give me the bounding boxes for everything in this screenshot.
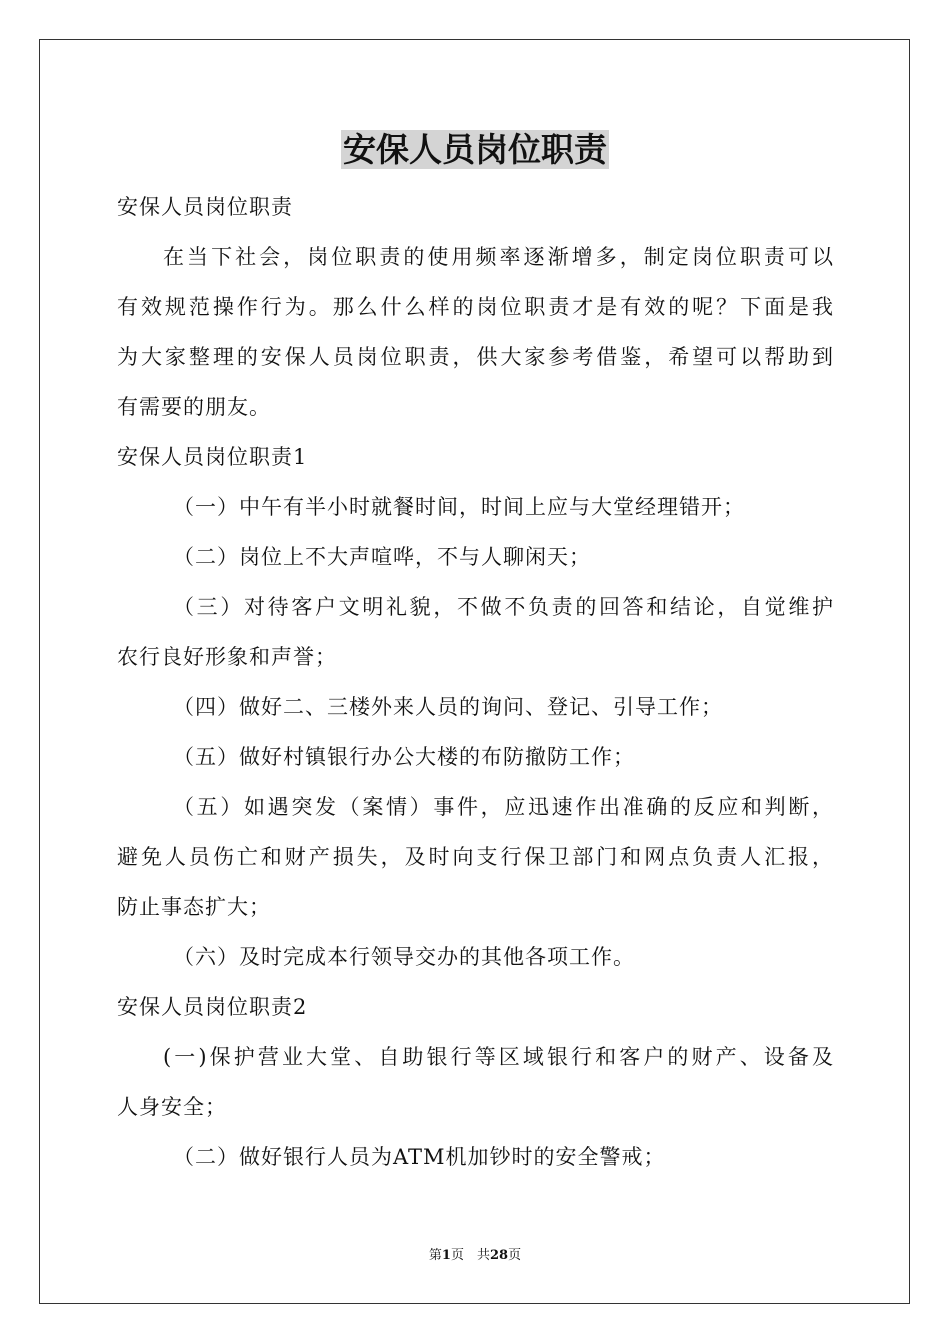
text-line: 为大家整理的安保人员岗位职责，供大家参考借鉴，希望可以帮助到 — [117, 345, 833, 369]
text-line: 防止事态扩大； — [117, 895, 271, 919]
text-line: 人身安全； — [117, 1095, 227, 1119]
text-line: （二）岗位上不大声喧哗，不与人聊闲天； — [173, 545, 591, 569]
text-line: 安保人员岗位职责1 — [117, 445, 308, 469]
text-line: 有需要的朋友。 — [117, 395, 271, 419]
document-text — [117, 182, 833, 1182]
footer-page-mid: 页 共 — [450, 1248, 490, 1263]
footer-page-prefix: 第 — [428, 1248, 442, 1263]
document-title — [117, 124, 833, 176]
text-line: 有效规范操作行为。那么什么样的岗位职责才是有效的呢？下面是我 — [117, 295, 833, 319]
text-line: （四）做好二、三楼外来人员的询问、登记、引导工作； — [173, 695, 723, 719]
text-line: 安保人员岗位职责 — [117, 195, 293, 219]
document-title-text: 安保人员岗位职责 — [343, 130, 607, 169]
text-line: （一）中午有半小时就餐时间，时间上应与大堂经理错开； — [173, 495, 745, 519]
text-line: 避免人员伤亡和财产损失，及时向支行保卫部门和网点负责人汇报， — [117, 845, 833, 869]
text-line: （六）及时完成本行领导交办的其他各项工作。 — [173, 945, 635, 969]
text-line: （三）对待客户文明礼貌，不做不负责的回答和结论，自觉维护 — [173, 595, 833, 619]
page-footer — [0, 1247, 950, 1265]
text-line: （五）如遇突发（案情）事件，应迅速作出准确的反应和判断， — [173, 795, 833, 819]
footer-page-total: 28 — [489, 1248, 509, 1263]
document-body — [117, 124, 833, 1182]
text-line: 农行良好形象和声誉； — [117, 645, 337, 669]
text-line: 在当下社会，岗位职责的使用频率逐渐增多，制定岗位职责可以 — [163, 245, 833, 269]
text-line: （五）做好村镇银行办公大楼的布防撤防工作； — [173, 745, 635, 769]
text-line: (一)保护营业大堂、自助银行等区域银行和客户的财产、设备及 — [163, 1045, 833, 1069]
footer-page-current: 1 — [441, 1248, 451, 1263]
footer-page-suffix: 页 — [508, 1248, 522, 1263]
text-line: 安保人员岗位职责2 — [117, 995, 308, 1019]
text-line: （二）做好银行人员为ATM机加钞时的安全警戒； — [173, 1145, 666, 1169]
